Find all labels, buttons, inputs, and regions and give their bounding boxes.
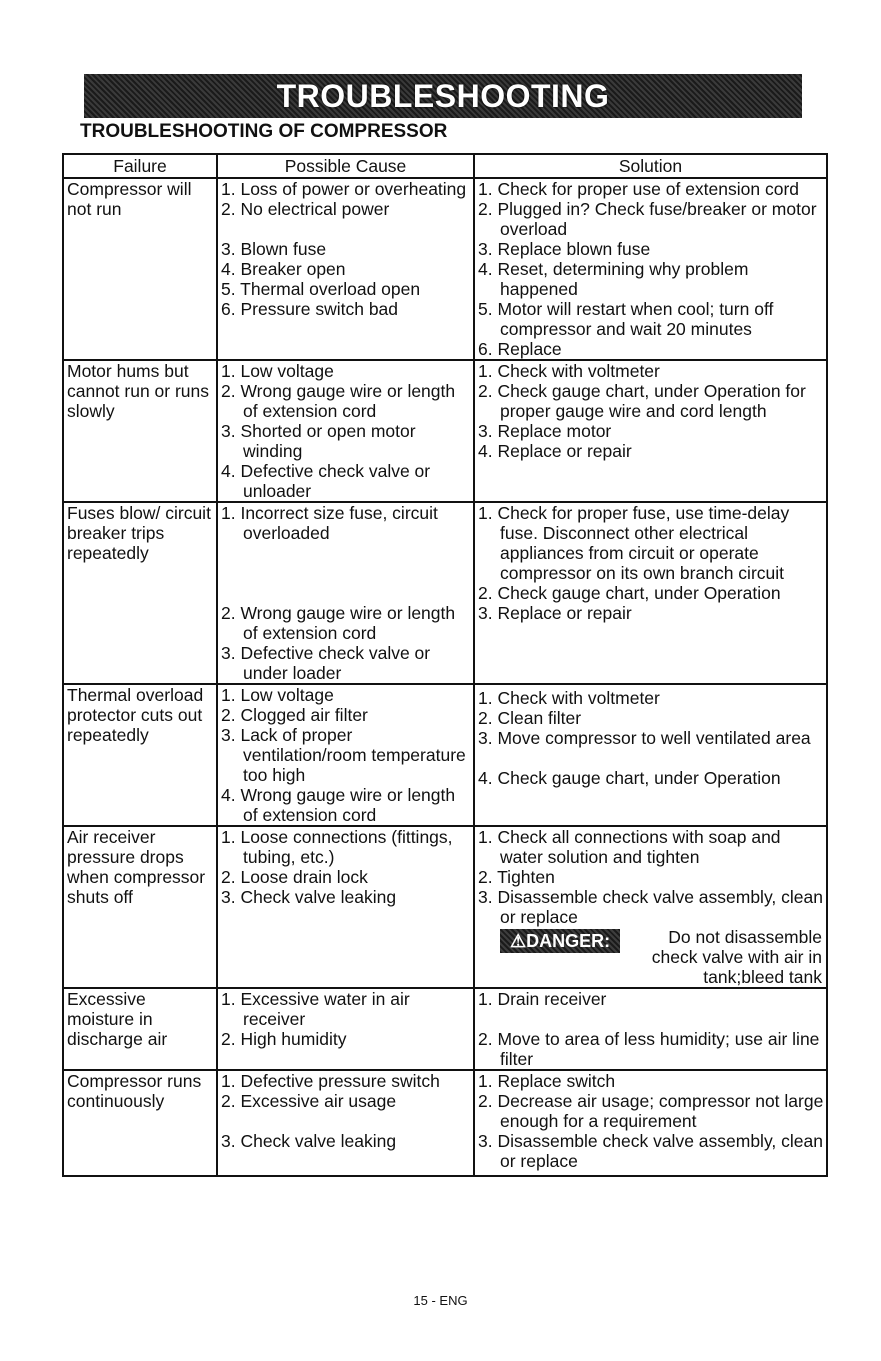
solution-cell: [474, 826, 827, 988]
failure-cell: Air receiver pressure drops when compressor shuts off: [63, 826, 217, 988]
cause-item: 2. No electrical power: [221, 199, 390, 219]
solution-item: 1. Check with voltmeter: [478, 361, 660, 381]
cause-item: 1. Loose connections (fittings, tubing, etc.): [221, 827, 453, 867]
solution-item: 1. Drain receiver: [478, 989, 607, 1009]
solution-cell: [474, 684, 827, 826]
cause-item: 3. Lack of proper ventilation/room temperature too high: [221, 725, 466, 785]
failure-cell: Fuses blow/ circuit breaker trips repeatedly: [63, 502, 217, 684]
troubleshooting-table: [62, 153, 828, 1177]
cause-item: 1. Loss of power or overheating: [221, 179, 467, 199]
cause-cell: [217, 684, 474, 826]
cause-cell: [217, 502, 474, 684]
cause-item: 1. Incorrect size fuse, circuit overloaded: [221, 503, 438, 543]
cause-item: 1. Excessive water in air receiver: [221, 989, 410, 1029]
solution-item: 1. Check for proper use of extension cord: [478, 179, 800, 199]
solution-cell: [474, 1070, 827, 1176]
solution-item: 2. Tighten: [478, 867, 555, 887]
solution-item: 2. Check gauge chart, under Operation for proper gauge wire and cord length: [478, 381, 806, 421]
cause-item: 6. Pressure switch bad: [221, 299, 399, 319]
cause-cell: [217, 988, 474, 1070]
table-row: [63, 1070, 827, 1176]
table-row: [63, 360, 827, 502]
cause-item: 2. Loose drain lock: [221, 867, 368, 887]
solution-item: 4. Check gauge chart, under Operation: [478, 768, 781, 788]
solution-item: 3. Replace motor: [478, 421, 612, 441]
cause-item: 3. Defective check valve or under loader: [221, 643, 431, 683]
cause-item: 5. Thermal overload open: [221, 279, 421, 299]
solution-item: 3. Replace or repair: [478, 603, 632, 623]
solution-item: 4. Reset, determining why problem happened: [478, 259, 749, 299]
cause-cell: [217, 1070, 474, 1176]
solution-item: 2. Plugged in? Check fuse/breaker or motor overload: [478, 199, 817, 239]
cause-item: 1. Low voltage: [221, 361, 334, 381]
cause-item: 1. Low voltage: [221, 685, 334, 705]
cause-item: 4. Breaker open: [221, 259, 346, 279]
table-header-row: [63, 154, 827, 178]
table-row: [63, 502, 827, 684]
cause-item: 3. Check valve leaking: [221, 887, 397, 907]
danger-text: Do not disassemble check valve with air in tank;bleed tank: [651, 927, 822, 987]
solution-cell: [474, 988, 827, 1070]
cause-item: 2. High humidity: [221, 1029, 347, 1049]
table-row: [63, 988, 827, 1070]
solution-item: 2. Decrease air usage; compressor not large enough for a requirement: [478, 1091, 824, 1131]
failure-cell: Motor hums but cannot run or runs slowly: [63, 360, 217, 502]
failure-cell: Thermal overload protector cuts out repeatedly: [63, 684, 217, 826]
cause-cell: [217, 360, 474, 502]
solution-item: 1. Check all connections with soap and water solution and tighten: [478, 827, 781, 867]
solution-item: 5. Motor will restart when cool; turn off compressor and wait 20 minutes: [478, 299, 774, 339]
danger-warning: [500, 927, 824, 987]
cause-item: 2. Excessive air usage: [221, 1091, 397, 1111]
solution-item: 4. Replace or repair: [478, 441, 632, 461]
table-row: [63, 178, 827, 360]
solution-item: 6. Replace: [478, 339, 562, 359]
failure-cell: Compressor will not run: [63, 178, 217, 360]
solution-item: 1. Check with voltmeter: [478, 688, 660, 708]
solution-item: 1. Replace switch: [478, 1071, 616, 1091]
cause-item: 3. Check valve leaking: [221, 1131, 397, 1151]
solution-cell: [474, 360, 827, 502]
cause-item: 3. Shorted or open motor winding: [221, 421, 416, 461]
solution-cell: [474, 178, 827, 360]
cause-item: 3. Blown fuse: [221, 239, 327, 259]
table-row: [63, 826, 827, 988]
column-header-solution: Solution: [474, 154, 827, 178]
danger-badge: ⚠DANGER:: [500, 929, 620, 953]
failure-cell: Compressor runs continuously: [63, 1070, 217, 1176]
banner-title: TROUBLESHOOTING: [276, 77, 610, 114]
cause-item: 2. Clogged air filter: [221, 705, 368, 725]
column-header-failure: Failure: [63, 154, 217, 178]
column-header-cause: Possible Cause: [217, 154, 474, 178]
solution-item: 2. Clean filter: [478, 708, 582, 728]
page-subtitle: TROUBLESHOOTING OF COMPRESSOR: [80, 121, 448, 142]
cause-item: 4. Wrong gauge wire or length of extension cord: [221, 785, 456, 825]
solution-item: 2. Move to area of less humidity; use air line filter: [478, 1029, 820, 1069]
solution-item: 3. Move compressor to well ventilated area: [478, 728, 811, 748]
solution-item: 1. Check for proper fuse, use time-delay fuse. Disconnect other electrical appliances from circuit or operate compressor on its own branch circuit: [478, 503, 790, 583]
table-row: [63, 684, 827, 826]
failure-cell: Excessive moisture in discharge air: [63, 988, 217, 1070]
solution-item: 3. Disassemble check valve assembly, clean or replace: [478, 1131, 823, 1171]
cause-item: 4. Defective check valve or unloader: [221, 461, 431, 501]
cause-cell: [217, 826, 474, 988]
cause-cell: [217, 178, 474, 360]
solution-item: 3. Disassemble check valve assembly, clean or replace: [478, 887, 823, 927]
solution-cell: [474, 502, 827, 684]
cause-item: 2. Wrong gauge wire or length of extension cord: [221, 603, 456, 643]
solution-item: 2. Check gauge chart, under Operation: [478, 583, 781, 603]
section-banner: [84, 74, 802, 118]
solution-item: 3. Replace blown fuse: [478, 239, 651, 259]
cause-item: 1. Defective pressure switch: [221, 1071, 440, 1091]
page-number: 15 - ENG: [413, 1293, 468, 1308]
cause-item: 2. Wrong gauge wire or length of extension cord: [221, 381, 456, 421]
